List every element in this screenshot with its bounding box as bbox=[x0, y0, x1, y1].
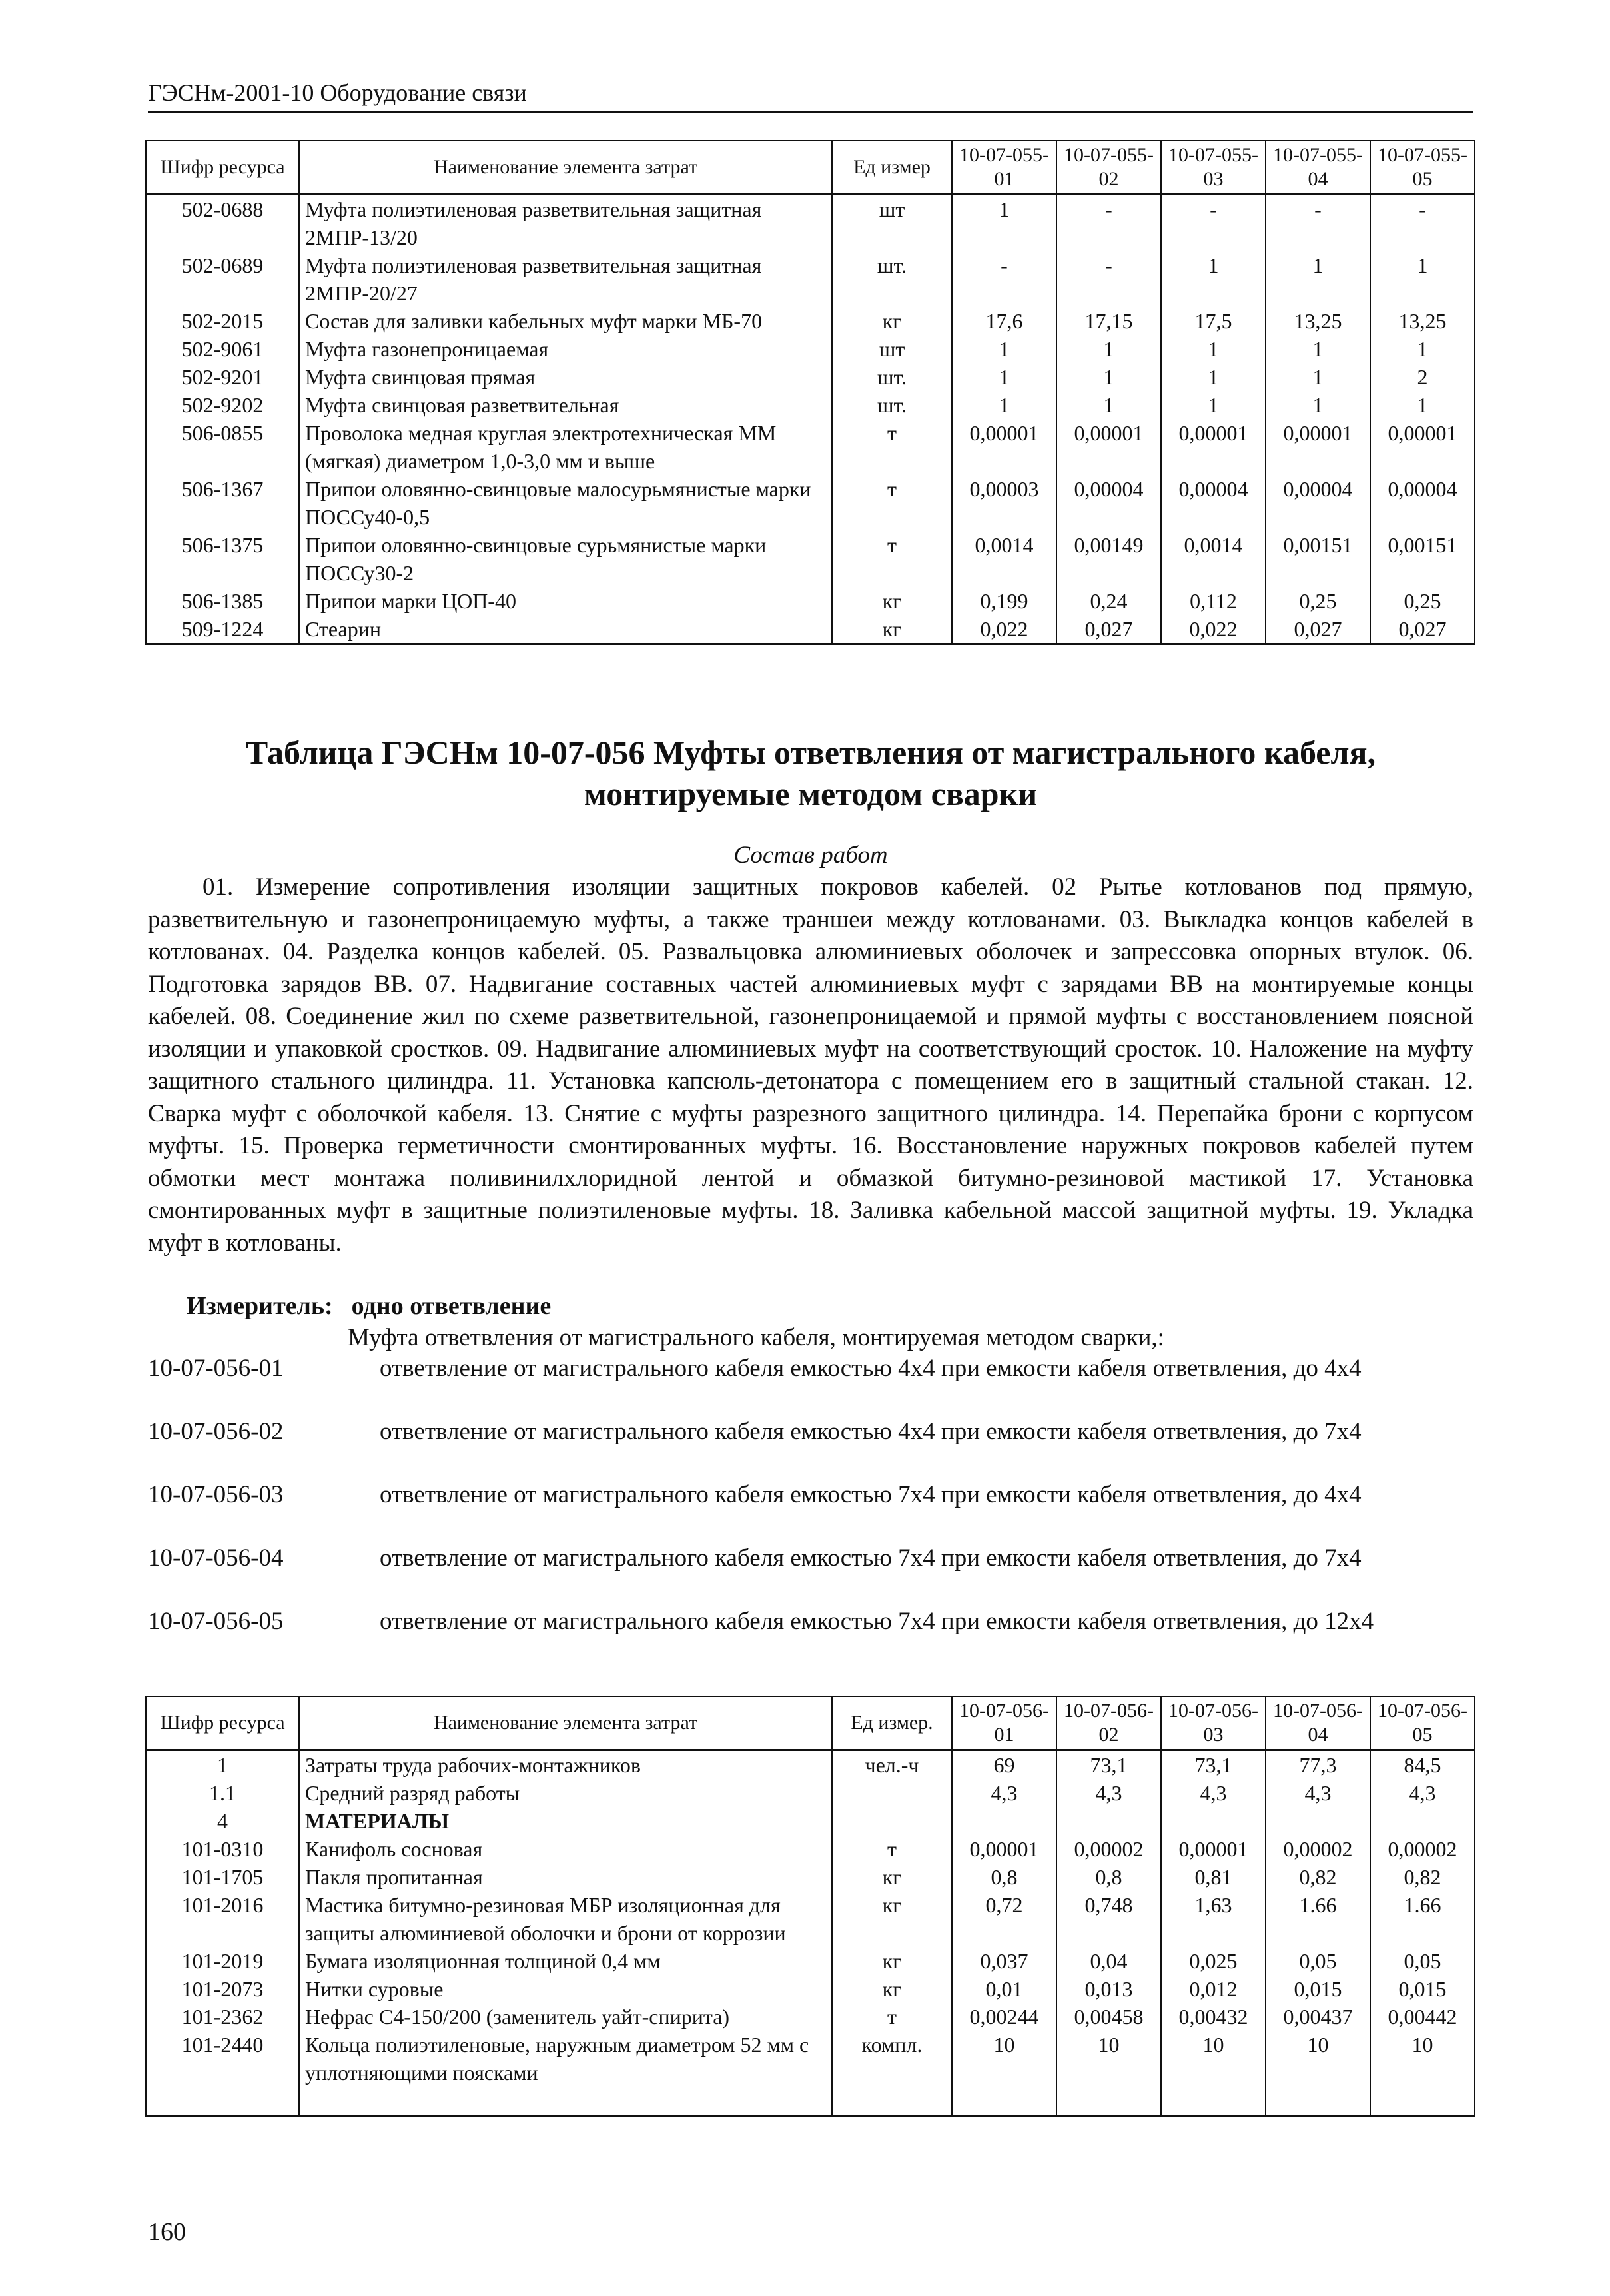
resource-code: 101-2362 bbox=[146, 2003, 299, 2031]
norm-value: 73,1 bbox=[1056, 1750, 1161, 1779]
unit-cell: кг bbox=[832, 1975, 952, 2003]
unit-cell: чел.-ч bbox=[832, 1750, 952, 1779]
resource-name: Муфта свинцовая разветвительная bbox=[299, 391, 832, 419]
norm-value: 1.66 bbox=[1266, 1891, 1370, 1947]
norm-value: 1 bbox=[1266, 391, 1370, 419]
column-header-code: Шифр ресурса bbox=[146, 141, 299, 194]
table-row bbox=[146, 1891, 1475, 1947]
resource-name: Муфта газонепроницаемая bbox=[299, 335, 832, 363]
variant-item bbox=[148, 1606, 1473, 1638]
norm-value: 10 bbox=[952, 2031, 1056, 2087]
table-row bbox=[146, 1863, 1475, 1891]
resource-name: Припои марки ЦОП-40 bbox=[299, 587, 832, 615]
norm-value: 0,022 bbox=[952, 615, 1056, 644]
table-row bbox=[146, 251, 1475, 307]
column-header-name: Наименование элемента затрат bbox=[299, 141, 832, 194]
unit-cell bbox=[832, 1779, 952, 1807]
resource-code: 502-9061 bbox=[146, 335, 299, 363]
norm-value: 0,112 bbox=[1161, 587, 1266, 615]
norm-value: 0,00001 bbox=[1056, 419, 1161, 475]
norm-value: 10 bbox=[1370, 2031, 1475, 2087]
norm-value: 77,3 bbox=[1266, 1750, 1370, 1779]
norm-value: 0,05 bbox=[1266, 1947, 1370, 1975]
norm-value: 2 bbox=[1370, 363, 1475, 391]
norm-value bbox=[1161, 2087, 1266, 2116]
column-header-unit: Ед измер bbox=[832, 141, 952, 194]
table-title: Таблица ГЭСНм 10-07-056 Муфты ответвления от магистрального кабеля, монтируемые методом сварки bbox=[245, 734, 1376, 812]
table-row bbox=[146, 1807, 1475, 1835]
norm-value: - bbox=[1056, 251, 1161, 307]
table-row bbox=[146, 194, 1475, 251]
column-header-code: Шифр ресурса bbox=[146, 1696, 299, 1750]
norm-value: 0,00244 bbox=[952, 2003, 1056, 2031]
norm-value: 0,015 bbox=[1266, 1975, 1370, 2003]
norm-value: 0,01 bbox=[952, 1975, 1056, 2003]
norm-value: 4,3 bbox=[1056, 1779, 1161, 1807]
variant-code: 10-07-056-03 bbox=[148, 1481, 284, 1508]
table-row bbox=[146, 1750, 1475, 1779]
resource-name: Канифоль сосновая bbox=[299, 1835, 832, 1863]
norm-value: 0,00002 bbox=[1056, 1835, 1161, 1863]
resource-name: Пакля пропитанная bbox=[299, 1863, 832, 1891]
norm-value: 0,199 bbox=[952, 587, 1056, 615]
norm-value bbox=[952, 1807, 1056, 1835]
measure-line bbox=[187, 1291, 551, 1321]
norm-value: 84,5 bbox=[1370, 1750, 1475, 1779]
norm-value bbox=[1161, 1807, 1266, 1835]
unit-cell: кг bbox=[832, 307, 952, 335]
norm-value: 0,00004 bbox=[1266, 475, 1370, 531]
norm-value: 0,00001 bbox=[1161, 419, 1266, 475]
norm-value: 0,00151 bbox=[1370, 531, 1475, 587]
norm-value: 1 bbox=[952, 363, 1056, 391]
norm-value: 0,00002 bbox=[1370, 1835, 1475, 1863]
column-header-unit: Ед измер. bbox=[832, 1696, 952, 1750]
norm-value: 0,0014 bbox=[1161, 531, 1266, 587]
norm-value: 0,00001 bbox=[1266, 419, 1370, 475]
norm-value: 17,6 bbox=[952, 307, 1056, 335]
norm-value: 0,00432 bbox=[1161, 2003, 1266, 2031]
unit-cell: кг bbox=[832, 1863, 952, 1891]
unit-cell: кг bbox=[832, 587, 952, 615]
norm-value bbox=[1056, 1807, 1161, 1835]
norm-value: 0,027 bbox=[1266, 615, 1370, 644]
norm-value: 4,3 bbox=[1370, 1779, 1475, 1807]
norm-value: 0,025 bbox=[1161, 1947, 1266, 1975]
table-row bbox=[146, 531, 1475, 587]
resource-code: 101-2073 bbox=[146, 1975, 299, 2003]
table-row bbox=[146, 1947, 1475, 1975]
unit-cell: шт bbox=[832, 335, 952, 363]
resource-code: 101-2440 bbox=[146, 2031, 299, 2087]
table-row bbox=[146, 1835, 1475, 1863]
norm-value: 0,81 bbox=[1161, 1863, 1266, 1891]
variant-code: 10-07-056-05 bbox=[148, 1608, 284, 1635]
norm-value: - bbox=[1370, 194, 1475, 251]
norm-value: 0,037 bbox=[952, 1947, 1056, 1975]
norm-value: 0,00149 bbox=[1056, 531, 1161, 587]
column-header-variant: 10-07-056-04 bbox=[1266, 1696, 1370, 1750]
variant-text: ответвление от магистрального кабеля емкостью 7х4 при емкости кабеля ответвления, до 4х4 bbox=[380, 1481, 1362, 1508]
norm-value bbox=[1056, 2087, 1161, 2116]
resource-name: Кольца полиэтиленовые, наружным диаметром 52 мм с уплотняющими поясками bbox=[299, 2031, 832, 2087]
resource-name: Муфта полиэтиленовая разветвительная защитная 2МПР-20/27 bbox=[299, 251, 832, 307]
resource-name: Бумага изоляционная толщиной 0,4 мм bbox=[299, 1947, 832, 1975]
resource-code: 502-0688 bbox=[146, 194, 299, 251]
column-header-variant: 10-07-055-05 bbox=[1370, 141, 1475, 194]
norm-value: 1 bbox=[1056, 335, 1161, 363]
norm-value: 0,82 bbox=[1266, 1863, 1370, 1891]
running-title: ГЭСНм-2001-10 Оборудование связи bbox=[148, 79, 1473, 113]
resource-code: 101-1705 bbox=[146, 1863, 299, 1891]
table-row bbox=[146, 419, 1475, 475]
resource-code: 1.1 bbox=[146, 1779, 299, 1807]
norm-value: 1 bbox=[1161, 251, 1266, 307]
norm-value: 0,00004 bbox=[1161, 475, 1266, 531]
norm-value: 0,013 bbox=[1056, 1975, 1161, 2003]
resource-code: 502-9201 bbox=[146, 363, 299, 391]
resource-name: МАТЕРИАЛЫ bbox=[299, 1807, 832, 1835]
variants-intro: Муфта ответвления от магистрального кабеля, монтируемая методом сварки,: bbox=[348, 1324, 1164, 1351]
norm-value: 1 bbox=[1370, 251, 1475, 307]
page-number: 160 bbox=[148, 2218, 186, 2246]
norm-value: 17,15 bbox=[1056, 307, 1161, 335]
unit-cell bbox=[832, 2087, 952, 2116]
table-body bbox=[146, 194, 1475, 644]
norm-value: 1 bbox=[1266, 335, 1370, 363]
norm-value: 0,8 bbox=[952, 1863, 1056, 1891]
norm-value: 4,3 bbox=[1161, 1779, 1266, 1807]
norm-value: 1 bbox=[1056, 391, 1161, 419]
resource-name: Нефрас С4-150/200 (заменитель уайт-спирита) bbox=[299, 2003, 832, 2031]
norm-value: - bbox=[952, 251, 1056, 307]
table-row bbox=[146, 2031, 1475, 2087]
norm-value bbox=[1370, 2087, 1475, 2116]
norm-value: 1 bbox=[1370, 391, 1475, 419]
column-header-variant: 10-07-056-05 bbox=[1370, 1696, 1475, 1750]
variant-code: 10-07-056-01 bbox=[148, 1355, 284, 1382]
measure-label: Измеритель: bbox=[187, 1292, 333, 1320]
table-row bbox=[146, 587, 1475, 615]
resource-name: Муфта свинцовая прямая bbox=[299, 363, 832, 391]
norm-value bbox=[1266, 1807, 1370, 1835]
table-row bbox=[146, 335, 1475, 363]
column-header-variant: 10-07-056-01 bbox=[952, 1696, 1056, 1750]
resource-name: Припои оловянно-свинцовые малосурьмянистые марки ПОССу40-0,5 bbox=[299, 475, 832, 531]
resource-code: 101-2019 bbox=[146, 1947, 299, 1975]
resource-code: 506-0855 bbox=[146, 419, 299, 475]
norm-value: 13,25 bbox=[1266, 307, 1370, 335]
norm-value: 4,3 bbox=[952, 1779, 1056, 1807]
resource-code: 506-1385 bbox=[146, 587, 299, 615]
unit-cell bbox=[832, 1807, 952, 1835]
resource-code: 101-2016 bbox=[146, 1891, 299, 1947]
norm-value: 1 bbox=[1266, 363, 1370, 391]
norm-value: 0,04 bbox=[1056, 1947, 1161, 1975]
norm-value: 0,0014 bbox=[952, 531, 1056, 587]
resource-name: Проволока медная круглая электротехническая ММ (мягкая) диаметром 1,0-3,0 мм и выше bbox=[299, 419, 832, 475]
table-row bbox=[146, 615, 1475, 644]
unit-cell: шт. bbox=[832, 391, 952, 419]
variant-text: ответвление от магистрального кабеля емкостью 7х4 при емкости кабеля ответвления, до 7х4 bbox=[380, 1544, 1362, 1572]
table-header-row bbox=[146, 141, 1475, 194]
norm-value: 0,00458 bbox=[1056, 2003, 1161, 2031]
resource-code: 506-1375 bbox=[146, 531, 299, 587]
column-header-variant: 10-07-055-02 bbox=[1056, 141, 1161, 194]
norm-value: 0,24 bbox=[1056, 587, 1161, 615]
resource-table-055 bbox=[145, 140, 1475, 645]
variant-text: ответвление от магистрального кабеля емкостью 7х4 при емкости кабеля ответвления, до 12х4 bbox=[380, 1608, 1374, 1635]
norm-value: 1 bbox=[1370, 335, 1475, 363]
resource-name: Нитки суровые bbox=[299, 1975, 832, 2003]
norm-value: 10 bbox=[1266, 2031, 1370, 2087]
unit-cell: компл. bbox=[832, 2031, 952, 2087]
norm-value: 0,00004 bbox=[1056, 475, 1161, 531]
norm-value: 0,00437 bbox=[1266, 2003, 1370, 2031]
norm-value: 0,00001 bbox=[1161, 1835, 1266, 1863]
norm-value: 0,00002 bbox=[1266, 1835, 1370, 1863]
variant-item bbox=[148, 1542, 1473, 1574]
norm-value: 1 bbox=[952, 391, 1056, 419]
norm-value: 0,015 bbox=[1370, 1975, 1475, 2003]
norm-value: 10 bbox=[1161, 2031, 1266, 2087]
unit-cell: т bbox=[832, 1835, 952, 1863]
table-row bbox=[146, 475, 1475, 531]
resource-name: Затраты труда рабочих-монтажников bbox=[299, 1750, 832, 1779]
resource-table-056 bbox=[145, 1696, 1475, 2117]
norm-value: 1 bbox=[1056, 363, 1161, 391]
table-row bbox=[146, 1779, 1475, 1807]
table-body bbox=[146, 1750, 1475, 2116]
norm-value: 10 bbox=[1056, 2031, 1161, 2087]
variant-code: 10-07-056-04 bbox=[148, 1544, 284, 1572]
unit-cell: шт. bbox=[832, 251, 952, 307]
unit-cell: т bbox=[832, 419, 952, 475]
resource-name bbox=[299, 2087, 832, 2116]
variant-text: ответвление от магистрального кабеля емкостью 4х4 при емкости кабеля ответвления, до 7х4 bbox=[380, 1418, 1362, 1445]
column-header-variant: 10-07-055-03 bbox=[1161, 141, 1266, 194]
table-row bbox=[146, 307, 1475, 335]
resource-name: Средний разряд работы bbox=[299, 1779, 832, 1807]
unit-cell: кг bbox=[832, 1947, 952, 1975]
resource-code: 509-1224 bbox=[146, 615, 299, 644]
composition-text: 01. Измерение сопротивления изоляции защитных покровов кабелей. 02 Рытье котлованов под прямую, разветвительную и газонепроницаемую муфты, а также траншеи между котлованами. 03. Выкладка концов кабелей в котлованах. 04. Разделка концов кабелей. 05. Развальцовка алюминиевых оболочек и запрессовка опорных втулок. 06. Подготовка зарядов ВВ. 07. Надвигание составных частей алюминиевых муфт с зарядами ВВ на монтируемые концы кабелей. 08. Соединение жил по схеме разветвительной, газонепроницаемой и прямой муфты с восстановлением поясной изоляции и упаковкой сростков. 09. Надвигание алюминиевых муфт на соответствующий сросток. 10. Наложение на муфту защитного стального цилиндра. 11. Установка капсюль-детонатора с помещением его в защитный стальной стакан. 12. Сварка муфт с оболочкой кабеля. 13. Снятие с муфты разрезного защитного цилиндра. 14. Перепайка брони с корпусом муфты. 15. Проверка герметичности смонтированных муфты. 16. Восстановление наружных покровов кабелей путем обмотки мест монтажа поливинилхлоридной лентой и обмазкой битумно-резиновой мастикой 17. Установка смонтированных муфт в защитные полиэтиленовые муфты. 18. Заливка кабельной массой защитной муфты. 19. Укладка муфт в котлованы. bbox=[148, 873, 1473, 1257]
resource-code: 502-2015 bbox=[146, 307, 299, 335]
norm-value: 0,25 bbox=[1370, 587, 1475, 615]
unit-cell: кг bbox=[832, 1891, 952, 1947]
table-row bbox=[146, 2003, 1475, 2031]
variant-item bbox=[148, 1416, 1473, 1448]
resource-code: 4 bbox=[146, 1807, 299, 1835]
norm-value: - bbox=[1161, 194, 1266, 251]
norm-value: 0,00442 bbox=[1370, 2003, 1475, 2031]
unit-cell: шт. bbox=[832, 363, 952, 391]
norm-value: 0,022 bbox=[1161, 615, 1266, 644]
resource-code: 101-0310 bbox=[146, 1835, 299, 1863]
resource-code: 1 bbox=[146, 1750, 299, 1779]
norm-value: 17,5 bbox=[1161, 307, 1266, 335]
norm-value: 73,1 bbox=[1161, 1750, 1266, 1779]
norm-value: 1 bbox=[1161, 335, 1266, 363]
table-row bbox=[146, 2087, 1475, 2116]
norm-value: 0,8 bbox=[1056, 1863, 1161, 1891]
norm-value bbox=[1266, 2087, 1370, 2116]
column-header-variant: 10-07-055-04 bbox=[1266, 141, 1370, 194]
norm-value: 0,012 bbox=[1161, 1975, 1266, 2003]
resource-code: 506-1367 bbox=[146, 475, 299, 531]
norm-value: 1 bbox=[1266, 251, 1370, 307]
norm-value: 1 bbox=[952, 335, 1056, 363]
variant-item bbox=[148, 1353, 1473, 1385]
measure-value: одно ответвление bbox=[351, 1292, 552, 1320]
norm-value bbox=[952, 2087, 1056, 2116]
composition-heading: Состав работ bbox=[733, 842, 888, 869]
table-row bbox=[146, 391, 1475, 419]
table-row bbox=[146, 1975, 1475, 2003]
unit-cell: т bbox=[832, 531, 952, 587]
resource-code: 502-9202 bbox=[146, 391, 299, 419]
norm-value: 0,00003 bbox=[952, 475, 1056, 531]
resource-name: Припои оловянно-свинцовые сурьмянистые марки ПОССу30-2 bbox=[299, 531, 832, 587]
column-header-name: Наименование элемента затрат bbox=[299, 1696, 832, 1750]
column-header-variant: 10-07-056-03 bbox=[1161, 1696, 1266, 1750]
column-header-variant: 10-07-055-01 bbox=[952, 141, 1056, 194]
variant-code: 10-07-056-02 bbox=[148, 1418, 284, 1445]
norm-value: 1 bbox=[1161, 363, 1266, 391]
norm-value: - bbox=[1266, 194, 1370, 251]
norm-value: 13,25 bbox=[1370, 307, 1475, 335]
unit-cell: шт bbox=[832, 194, 952, 251]
unit-cell: кг bbox=[832, 615, 952, 644]
norm-value: 0,027 bbox=[1056, 615, 1161, 644]
resource-name: Состав для заливки кабельных муфт марки МБ-70 bbox=[299, 307, 832, 335]
table-header-row bbox=[146, 1696, 1475, 1750]
norm-value bbox=[1370, 1807, 1475, 1835]
norm-value: 0,00001 bbox=[1370, 419, 1475, 475]
norm-value: 0,00151 bbox=[1266, 531, 1370, 587]
column-header-variant: 10-07-056-02 bbox=[1056, 1696, 1161, 1750]
variant-text: ответвление от магистрального кабеля емкостью 4х4 при емкости кабеля ответвления, до 4х4 bbox=[380, 1355, 1362, 1382]
norm-value: 1 bbox=[952, 194, 1056, 251]
norm-value: 0,82 bbox=[1370, 1863, 1475, 1891]
norm-value: 0,027 bbox=[1370, 615, 1475, 644]
resource-code bbox=[146, 2087, 299, 2116]
unit-cell: т bbox=[832, 475, 952, 531]
norm-value: 1 bbox=[1161, 391, 1266, 419]
resource-name: Мастика битумно-резиновая МБР изоляционная для защиты алюминиевой оболочки и брони от коррозии bbox=[299, 1891, 832, 1947]
unit-cell: т bbox=[832, 2003, 952, 2031]
norm-value: 0,25 bbox=[1266, 587, 1370, 615]
table-row bbox=[146, 363, 1475, 391]
norm-value: 0,748 bbox=[1056, 1891, 1161, 1947]
variant-item bbox=[148, 1479, 1473, 1511]
resource-name: Муфта полиэтиленовая разветвительная защитная 2МПР-13/20 bbox=[299, 194, 832, 251]
resource-name: Стеарин bbox=[299, 615, 832, 644]
norm-value: 1,63 bbox=[1161, 1891, 1266, 1947]
norm-value: 4,3 bbox=[1266, 1779, 1370, 1807]
resource-code: 502-0689 bbox=[146, 251, 299, 307]
norm-value: - bbox=[1056, 194, 1161, 251]
norm-value: 1.66 bbox=[1370, 1891, 1475, 1947]
norm-value: 0,05 bbox=[1370, 1947, 1475, 1975]
norm-value: 0,00001 bbox=[952, 1835, 1056, 1863]
norm-value: 0,00001 bbox=[952, 419, 1056, 475]
norm-value: 69 bbox=[952, 1750, 1056, 1779]
norm-value: 0,00004 bbox=[1370, 475, 1475, 531]
norm-value: 0,72 bbox=[952, 1891, 1056, 1947]
